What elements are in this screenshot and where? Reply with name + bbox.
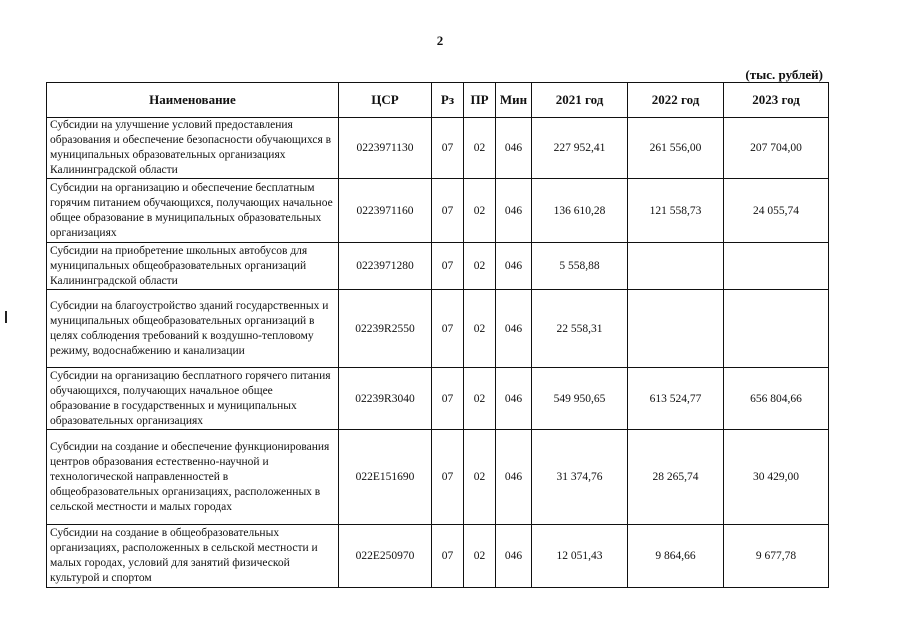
header-2022: 2022 год	[628, 83, 724, 118]
row-2021: 12 051,43	[532, 525, 628, 588]
row-2021: 31 374,76	[532, 430, 628, 525]
row-name: Субсидии на создание в общеобразовательных организациях, расположенных в сельской местности и малых городах, условий для занятий физической культурой и спортом	[47, 525, 339, 588]
row-2022	[628, 243, 724, 290]
row-pr: 02	[464, 430, 496, 525]
row-pr: 02	[464, 179, 496, 243]
row-csr: 022E250970	[339, 525, 432, 588]
table-row	[47, 430, 829, 525]
row-min: 046	[496, 179, 532, 243]
row-csr: 0223971160	[339, 179, 432, 243]
row-2021: 227 952,41	[532, 118, 628, 179]
row-min: 046	[496, 243, 532, 290]
row-2023: 656 804,66	[724, 368, 829, 430]
row-rz: 07	[432, 368, 464, 430]
header-rz: Рз	[432, 83, 464, 118]
row-csr: 022E151690	[339, 430, 432, 525]
row-min: 046	[496, 430, 532, 525]
table-row	[47, 118, 829, 179]
row-2021: 5 558,88	[532, 243, 628, 290]
row-csr: 02239R2550	[339, 290, 432, 368]
row-2022: 121 558,73	[628, 179, 724, 243]
row-2022: 28 265,74	[628, 430, 724, 525]
row-2021: 549 950,65	[532, 368, 628, 430]
row-name: Субсидии на организацию бесплатного горячего питания обучающихся, получающих начальное общее образование в государственных и муниципальных образовательных организациях	[47, 368, 339, 430]
units-note: (тыс. рублей)	[745, 67, 823, 82]
row-min: 046	[496, 290, 532, 368]
header-pr: ПР	[464, 83, 496, 118]
row-pr: 02	[464, 118, 496, 179]
page-number: 2	[436, 33, 444, 48]
row-pr: 02	[464, 243, 496, 290]
row-pr: 02	[464, 368, 496, 430]
row-name: Субсидии на улучшение условий предоставления образования и обеспечение безопасности обучающихся в муниципальных образовательных организациях Калининградской области	[47, 118, 339, 179]
header-2021: 2021 год	[532, 83, 628, 118]
row-2023: 30 429,00	[724, 430, 829, 525]
row-name: Субсидии на благоустройство зданий государственных и муниципальных общеобразовательных организаций в целях соблюдения требований к воздушно-тепловому режиму, водоснабжению и канализации	[47, 290, 339, 368]
row-2022: 613 524,77	[628, 368, 724, 430]
row-rz: 07	[432, 290, 464, 368]
row-name: Субсидии на организацию и обеспечение бесплатным горячим питанием обучающихся, получающих начальное общее образование в муниципальных образовательных организациях	[47, 179, 339, 243]
header-csr: ЦСР	[339, 83, 432, 118]
row-rz: 07	[432, 430, 464, 525]
row-2021: 136 610,28	[532, 179, 628, 243]
header-name: Наименование	[47, 83, 339, 118]
row-csr: 0223971280	[339, 243, 432, 290]
row-2023: 24 055,74	[724, 179, 829, 243]
header-min: Мин	[496, 83, 532, 118]
table-row	[47, 290, 829, 368]
budget-table	[46, 82, 829, 588]
table-row	[47, 368, 829, 430]
margin-mark	[5, 311, 7, 323]
row-min: 046	[496, 368, 532, 430]
row-name: Субсидии на создание и обеспечение функционирования центров образования естественно-научной и технологической направленностей в общеобразовательных организациях, расположенных в сельской местности и малых городах	[47, 430, 339, 525]
row-rz: 07	[432, 118, 464, 179]
row-2021: 22 558,31	[532, 290, 628, 368]
row-2023: 207 704,00	[724, 118, 829, 179]
table-row	[47, 525, 829, 588]
row-2022: 9 864,66	[628, 525, 724, 588]
row-csr: 0223971130	[339, 118, 432, 179]
row-min: 046	[496, 118, 532, 179]
row-rz: 07	[432, 179, 464, 243]
row-2022: 261 556,00	[628, 118, 724, 179]
row-pr: 02	[464, 525, 496, 588]
row-2023: 9 677,78	[724, 525, 829, 588]
row-rz: 07	[432, 525, 464, 588]
row-2022	[628, 290, 724, 368]
row-csr: 02239R3040	[339, 368, 432, 430]
table-header-row	[47, 83, 829, 118]
row-rz: 07	[432, 243, 464, 290]
row-2023	[724, 290, 829, 368]
table-row	[47, 179, 829, 243]
header-2023: 2023 год	[724, 83, 829, 118]
row-pr: 02	[464, 290, 496, 368]
row-2023	[724, 243, 829, 290]
table-row	[47, 243, 829, 290]
row-name: Субсидии на приобретение школьных автобусов для муниципальных общеобразовательных организаций Калининградской области	[47, 243, 339, 290]
row-min: 046	[496, 525, 532, 588]
